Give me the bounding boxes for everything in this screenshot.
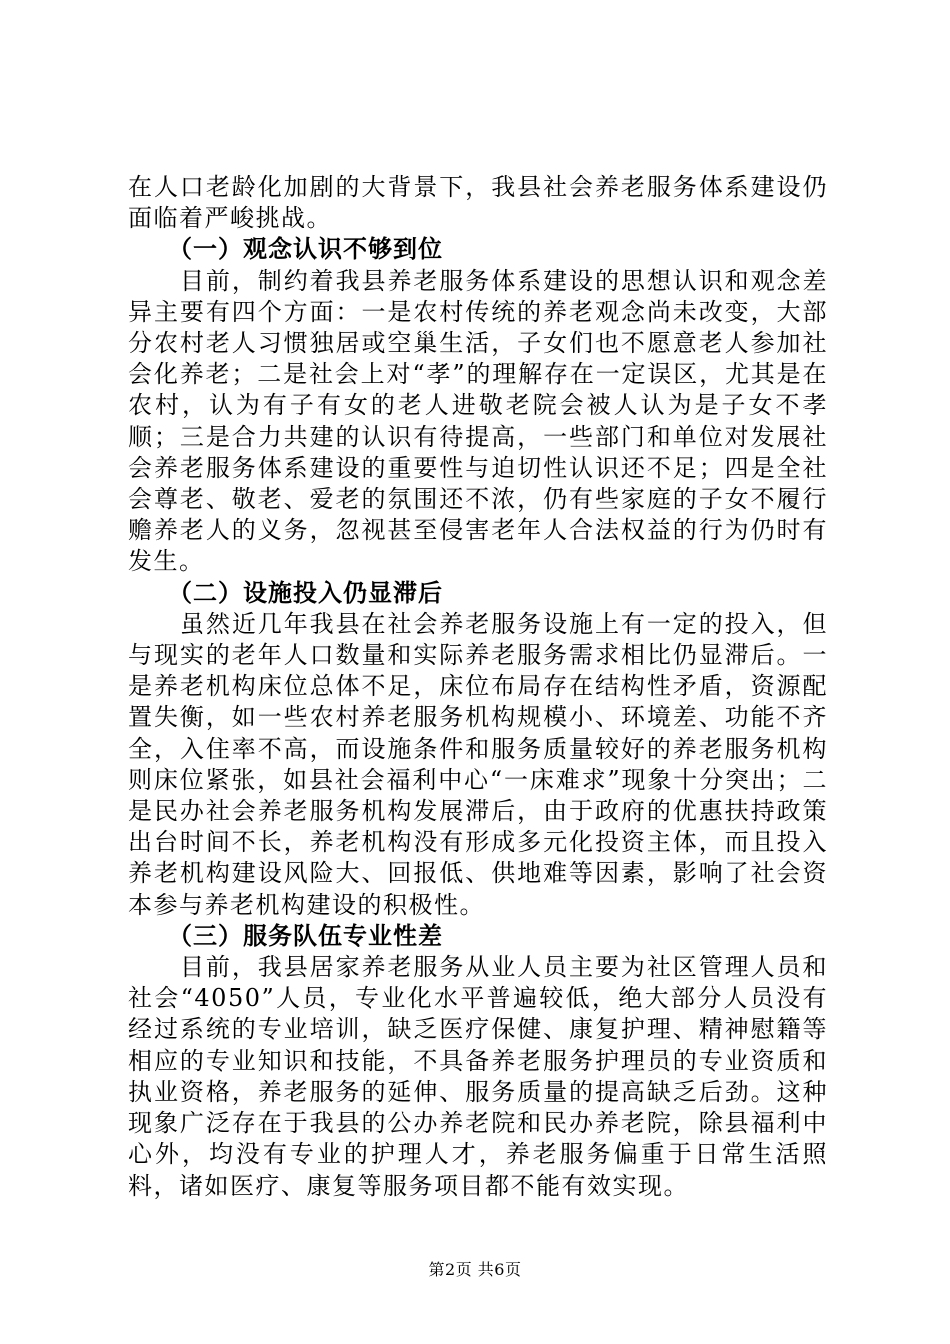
intro-paragraph: 在人口老龄化加剧的大背景下，我县社会养老服务体系建设仍面临着严峻挑战。	[128, 173, 828, 233]
section-heading-3: （三）服务队伍专业性差	[168, 921, 443, 950]
section-heading-1: （一）观念认识不够到位	[168, 235, 443, 264]
section-paragraph-1: 目前，制约着我县养老服务体系建设的思想认识和观念差异主要有四个方面：一是农村传统的养老观念尚未改变，大部分农村老人习惯独居或空巢生活，子女们也不愿意老人参加社会化养老；二是社会上对“孝”的理解存在一定误区，尤其是在农村，认为有子有女的老人进敬老院会被人认为是子女不孝顺；三是合力共建的认识有待提高，一些部门和单位对发展社会养老服务体系建设的重要性与迫切性认识还不足；四是全社会尊老、敬老、爱老的氛围还不浓，仍有些家庭的子女不履行赡养老人的义务，忽视甚至侵害老年人合法权益的行为仍时有发生。	[128, 266, 828, 576]
document-body	[128, 172, 828, 1202]
page-number-footer: 第2页 共6页	[428, 1260, 522, 1279]
section-paragraph-2: 虽然近几年我县在社会养老服务设施上有一定的投入，但与现实的老年人口数量和实际养老服务需求相比仍显滞后。一是养老机构床位总体不足，床位布局存在结构性矛盾，资源配置失衡，如一些农村养老服务机构规模小、环境差、功能不齐全，入住率不高，而设施条件和服务质量较好的养老服务机构则床位紧张，如县社会福利中心“一床难求”现象十分突出；二是民办社会养老服务机构发展滞后，由于政府的优惠扶持政策出台时间不长，养老机构没有形成多元化投资主体，而且投入养老机构建设风险大、回报低、供地难等因素，影响了社会资本参与养老机构建设的积极性。	[128, 609, 828, 919]
section-paragraph-3: 目前，我县居家养老服务从业人员主要为社区管理人员和社会“4050”人员，专业化水平普遍较低，绝大部分人员没有经过系统的专业培训，缺乏医疗保健、康复护理、精神慰籍等相应的专业知识和技能，不具备养老服务护理员的专业资质和执业资格，养老服务的延伸、服务质量的提高缺乏后劲。这种现象广泛存在于我县的公办养老院和民办养老院，除县福利中心外，均没有专业的护理人才，养老服务偏重于日常生活照料，诸如医疗、康复等服务项目都不能有效实现。	[128, 953, 828, 1200]
section-heading-2: （二）设施投入仍显滞后	[168, 578, 443, 607]
